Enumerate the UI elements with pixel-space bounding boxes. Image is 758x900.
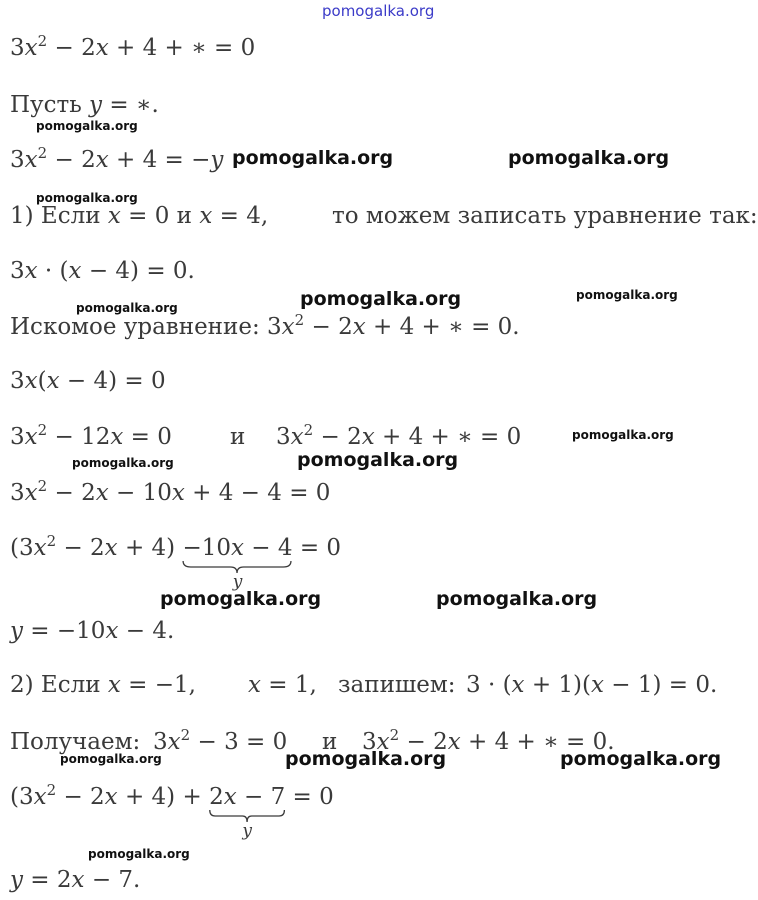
watermark: pomogalka.org — [300, 288, 462, 310]
site-watermark[interactable]: pomogalka.org — [322, 2, 435, 20]
watermark: pomogalka.org — [88, 847, 190, 861]
watermark: pomogalka.org — [508, 147, 670, 169]
equation-combined: $3x^2 - 2x - 10x + 4 - 4 = 0$ — [10, 477, 331, 506]
watermark: pomogalka.org — [285, 748, 447, 770]
case-2-equation: 3 · (x + 1)(x − 1) = 0. — [466, 672, 718, 698]
underbrace-group-2: 2x − 7 y — [209, 784, 286, 841]
case-2-write: запишем: — [338, 672, 456, 698]
case-1-condition: 1) Если x = 0 и x = 4, — [10, 203, 269, 229]
equation-factored: 3x(x − 4) = 0 — [10, 368, 166, 394]
watermark: pomogalka.org — [36, 119, 138, 133]
conjunction-and: и — [230, 424, 246, 450]
watermark: pomogalka.org — [60, 752, 162, 766]
watermark: pomogalka.org — [560, 748, 722, 770]
watermark: pomogalka.org — [36, 191, 138, 205]
equation-original: $3x^2 - 2x + 4$ + ∗ = 0 — [10, 32, 256, 61]
equation-braced-2: $(3x^2 - 2x + 4) + 2x - 7$ y = 0 — [10, 781, 334, 841]
underbrace-group-1: −10x − 4 y — [182, 535, 293, 592]
watermark: pomogalka.org — [576, 288, 678, 302]
obtain-label: Получаем: — [10, 729, 141, 755]
equation-braced-1: $(3x^2 - 2x + 4) -10x - 4$ y = 0 — [10, 532, 342, 592]
case-2-condition-b: x = 1, — [248, 672, 317, 698]
watermark: pomogalka.org — [436, 588, 598, 610]
equation-expanded-left: $3x^2 - 12x = 0$ — [10, 421, 172, 450]
watermark: pomogalka.org — [72, 456, 174, 470]
watermark: pomogalka.org — [160, 588, 322, 610]
sought-equation: Искомое уравнение: $3x^2 - 2x + 4$ + ∗ = 0. — [10, 311, 520, 340]
underbrace-label: y — [232, 572, 243, 592]
obtain-equation-right: $3x^2 - 2x + 4$ + ∗ = 0. — [362, 726, 615, 755]
case-1-conclusion: то можем записать уравнение так: — [332, 203, 758, 229]
underbrace-label: y — [242, 821, 252, 841]
watermark: pomogalka.org — [572, 428, 674, 442]
obtain-equation-left: $3x^2 - 3 = 0$ — [153, 726, 288, 755]
result-2: y = 2x − 7. — [10, 867, 141, 893]
result-1: y = −10x − 4. — [10, 618, 175, 644]
watermark: pomogalka.org — [76, 301, 178, 315]
equation-with-y: $3x^2 - 2x + 4 = -y$ — [10, 144, 224, 173]
watermark: pomogalka.org — [232, 147, 394, 169]
equation-expanded-right: $3x^2 - 2x + 4$ + ∗ = 0 — [276, 421, 522, 450]
conjunction-and-2: и — [322, 729, 338, 755]
case-2-condition: 2) Если x = −1, — [10, 672, 196, 698]
substitution-text: Пусть y = ∗. — [10, 92, 159, 118]
watermark: pomogalka.org — [297, 449, 459, 471]
equation-factored-dot: 3x · (x − 4) = 0. — [10, 258, 195, 284]
